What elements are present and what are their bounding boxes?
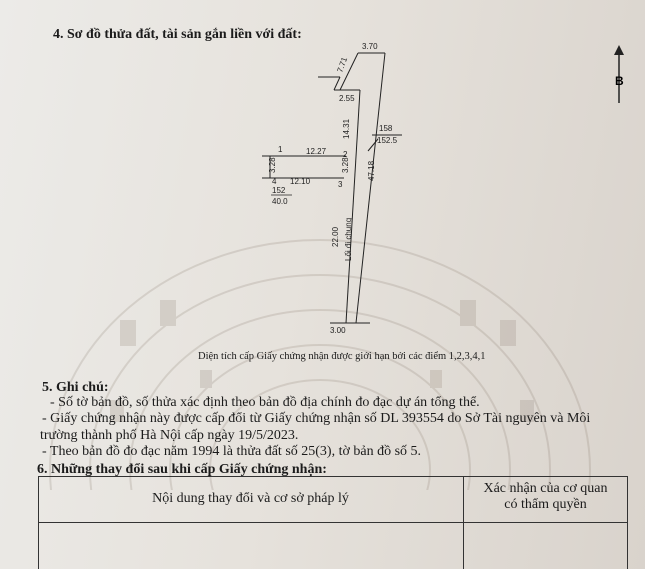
dim-3-00: 3.00 (330, 326, 346, 335)
dim-3-28-right: 3.28 (341, 157, 350, 173)
header-change-content: Nội dung thay đổi và cơ sở pháp lý (152, 491, 349, 506)
point-3: 3 (338, 180, 343, 189)
north-label: B (615, 74, 624, 88)
parcel-152: 152 (272, 186, 286, 195)
point-1: 1 (278, 145, 283, 154)
changes-table (38, 476, 628, 569)
area-caption: Diện tích cấp Giấy chứng nhận được giới hạn bởi các điểm 1,2,3,4,1 (198, 351, 486, 362)
dim-47-18: 47.18 (367, 160, 376, 181)
area-152-5: 152.5 (377, 136, 398, 145)
note-line-1: - Số tờ bản đồ, số thửa xác định theo bản đồ địa chính đo đạc dự án tổng thể. (50, 395, 480, 410)
dim-22-00: 22.00 (331, 226, 340, 247)
note-line-3: trường thành phố Hà Nội cấp ngày 19/5/2023. (40, 428, 299, 443)
dim-12-10: 12.10 (290, 177, 311, 186)
header-authority-line-1: Xác nhận của cơ quan (483, 481, 608, 496)
dim-3-70: 3.70 (362, 42, 378, 51)
point-2: 2 (343, 150, 348, 159)
dim-7-71: 7.71 (335, 55, 350, 74)
note-line-4: - Theo bản đồ đo đạc năm 1994 là thửa đất số 25(3), tờ bản đồ số 5. (42, 444, 422, 459)
dim-3-28-left: 3.28 (268, 157, 277, 173)
north-arrow-icon (607, 45, 632, 105)
section-5-title: 5. Ghi chú: (42, 380, 109, 395)
area-40-0: 40.0 (272, 197, 288, 206)
dim-12-27: 12.27 (306, 147, 327, 156)
note-line-2: - Giấy chứng nhận này được cấp đổi từ Giấy chứng nhận số DL 393554 do Sở Tài nguyên và Môi (42, 411, 591, 426)
point-4: 4 (272, 177, 277, 186)
section-4-title: 4. Sơ đồ thửa đất, tài sản gắn liền với đất: (53, 27, 302, 42)
dim-14-31: 14.31 (342, 118, 351, 139)
header-authority-line-2: có thẩm quyền (504, 497, 587, 512)
road-label: Lối đi chung (344, 217, 353, 261)
parcel-158: 158 (379, 124, 393, 133)
dim-2-55: 2.55 (339, 94, 355, 103)
land-plot-diagram (250, 35, 410, 335)
header-authority-confirmation (463, 481, 628, 513)
section-6-title: 6. Những thay đổi sau khi cấp Giấy chứng nhận: (37, 462, 327, 477)
